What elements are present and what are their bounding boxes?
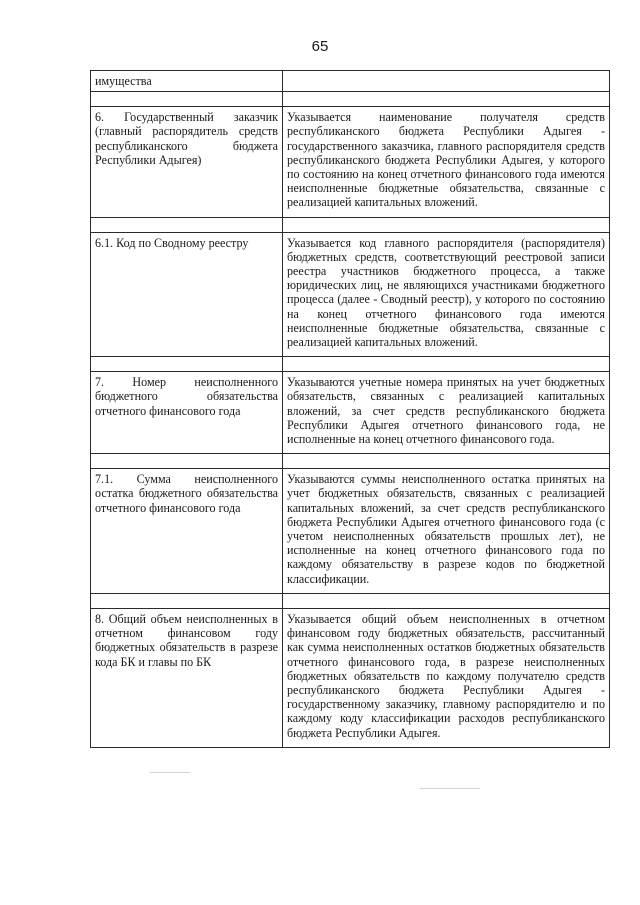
- field-name-cell: 8. Общий объем неисполненных в отчетном финансовом году бюджетных обязательств в разрезе кода БК и главы по БК: [91, 608, 283, 747]
- row-separator: [91, 92, 610, 107]
- scan-artifact-line: [150, 772, 190, 773]
- field-name-cell: 7.1. Сумма неисполненного остатка бюджетного обязательства отчетного финансового года: [91, 469, 283, 594]
- table-row: [91, 232, 610, 357]
- row-separator: [91, 454, 610, 469]
- description-table: [90, 70, 610, 748]
- field-description-cell: Указывается наименование получателя средств республиканского бюджета Республики Адыгея - государственного заказчика, главного распорядителя средств республиканского бюджета Республики Адыгея, у которого по состоянию на конец отчетного финансового года имеются неисполненные бюджетные обязательства, связанные с реализацией капитальных вложений.: [283, 107, 610, 217]
- field-description-cell: Указывается общий объем неисполненных в отчетном финансовом году бюджетных обязательств, рассчитанный как сумма неисполненных остатков бюджетных обязательств отчетного финансового года, в разрезе неисполненных бюджетных обязательств по каждому получателю средств республиканского бюджета Республики Адыгея - государственному заказчику, главному распорядителю и по каждому коду классификации расходов республиканского бюджета Республики Адыгея.: [283, 608, 610, 747]
- table-row: [91, 608, 610, 747]
- row-separator: [91, 593, 610, 608]
- field-name-cell: 6.1. Код по Сводному реестру: [91, 232, 283, 357]
- field-name-cell: 7. Номер неисполненного бюджетного обязательства отчетного финансового года: [91, 372, 283, 454]
- field-description-cell: [283, 71, 610, 92]
- row-separator: [91, 217, 610, 232]
- table-row: [91, 107, 610, 217]
- table-row: [91, 71, 610, 92]
- field-name-cell: 6. Государственный заказчик (главный распорядитель средств республиканского бюджета Республики Адыгея): [91, 107, 283, 217]
- field-description-cell: Указываются суммы неисполненного остатка принятых на учет бюджетных обязательств, связанных с реализацией капитальных вложений, за счет средств республиканского бюджета Республики Адыгея отчетного финансового года (с учетом неисполненных обязательств прошлых лет), не исполненные на конец отчетного финансового года по каждому обязательству в разрезе кодов по бюджетной классификации.: [283, 469, 610, 594]
- table-row: [91, 469, 610, 594]
- row-separator: [91, 357, 610, 372]
- field-name-cell: имущества: [91, 71, 283, 92]
- field-description-cell: Указывается код главного распорядителя (распорядителя) бюджетных средств, соответствующий реестровой записи реестра участников бюджетного процесса, а также юридических лиц, не являющихся участниками бюджетного процесса (далее - Сводный реестр), у которого по состоянию на конец отчетного финансового года имеются неисполненные бюджетные обязательства, связанные с реализацией капитальных вложений.: [283, 232, 610, 357]
- scan-artifact-line: [420, 788, 480, 789]
- field-description-cell: Указываются учетные номера принятых на учет бюджетных обязательств, связанных с реализацией капитальных вложений, за счет средств республиканского бюджета Республики Адыгея отчетного финансового года, не исполненные на конец отчетного финансового года.: [283, 372, 610, 454]
- table-row: [91, 372, 610, 454]
- page-number: 65: [311, 38, 329, 55]
